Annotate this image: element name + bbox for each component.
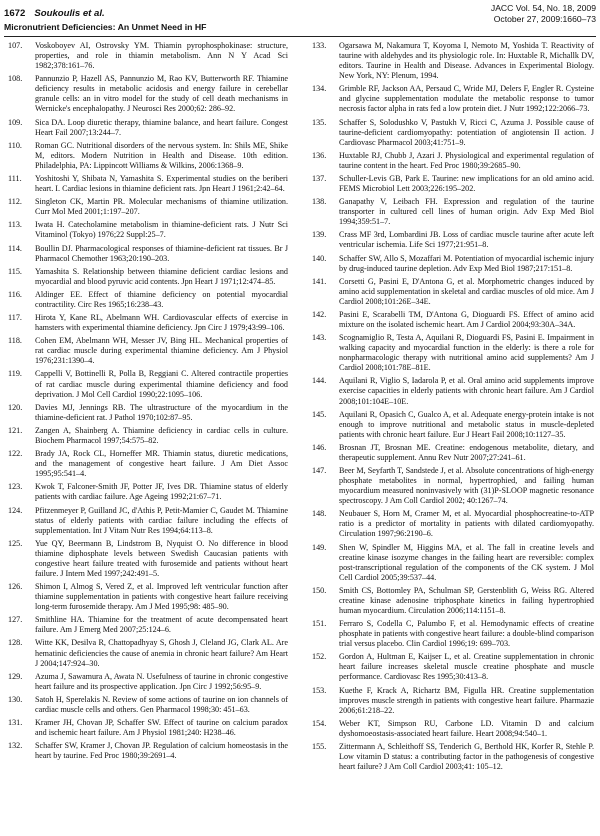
reference-number: 141.	[312, 276, 327, 286]
reference-entry	[8, 313, 288, 333]
reference-text: Neubauer S, Horn M, Cramer M, et al. Myocardial phosphocreatine-to-ATP ratio is a predictor of mortality in patients with dilated cardiomyopathy. Circulation 1997;96:2190–6.	[339, 509, 594, 539]
reference-number: 135.	[312, 117, 327, 127]
reference-entry	[8, 741, 288, 761]
reference-number: 107.	[8, 41, 23, 50]
reference-number: 121.	[8, 425, 23, 435]
reference-entry	[8, 74, 288, 114]
reference-number: 142.	[312, 309, 327, 319]
header-left	[4, 3, 206, 32]
reference-text: Yoshitoshi Y, Shibata N, Yamashita S. Experimental studies on the beriberi heart. I. Cardiac lesions in thiamine deficient rats. Jpn Heart J 1961;2:42–64.	[35, 173, 288, 193]
reference-number: 127.	[8, 615, 23, 625]
reference-number: 137.	[312, 173, 327, 183]
reference-number: 133.	[312, 41, 327, 50]
reference-text: Cohen EM, Abelmann WH, Messer JV, Bing HL. Mechanical properties of rat cardiac muscle during experimental thiamine deficiency. Am J Physiol 1976;231:1390–4.	[35, 336, 288, 366]
reference-text: Zittermann A, Schleithoff SS, Tenderich G, Berthold HK, Korfer R, Stehle P. Low vitamin D status: a contributing factor in the pathogenesis of congestive heart failure? J Am Coll Cardiol 2003;41: 105–12.	[339, 742, 594, 772]
reference-text: Gordon A, Hultman E, Kaijser L, et al. Creatine supplementation in chronic heart failure increases skeletal muscle creatine phosphate and muscle performance. Cardiovasc Res 1995;30:413–8.	[339, 652, 594, 682]
reference-entry	[312, 333, 594, 373]
reference-text: Cappelli V, Bottinelli R, Polla B, Reggiani C. Altered contractile properties of rat cardiac muscle during experimental thiamine deficiency and food deprivation. J Mol Cell Cardiol 1990;22:1095–106.	[35, 369, 288, 399]
reference-text: Crass MF 3rd, Lombardini JB. Loss of cardiac muscle taurine after acute left ventricular ischemia. Life Sci 1977;21:951–8.	[339, 230, 594, 250]
reference-number: 136.	[312, 150, 327, 160]
reference-entry	[8, 506, 288, 536]
reference-entry	[312, 742, 594, 772]
running-title: Micronutrient Deficiencies: An Unmet Need in HF	[4, 22, 207, 32]
reference-column-right	[312, 41, 594, 775]
reference-number: 125.	[8, 538, 23, 548]
running-authors: Soukoulis et al.	[34, 8, 105, 19]
reference-entry	[8, 244, 288, 264]
reference-text: Iwata H. Catecholamine metabolism in thiamine-deficient rats. J Nutr Sci Vitaminol (Tokyo) 1976;22 Suppl:25–7.	[35, 220, 288, 240]
reference-entry	[312, 151, 594, 171]
reference-text: Sica DA. Loop diuretic therapy, thiamine balance, and heart failure. Congest Heart Fail 2007;13:244–7.	[35, 117, 288, 137]
reference-text: Pasini E, Scarabelli TM, D'Antona G, Dioguardi FS. Effect of amino acid mixture on the isolated ischemic heart. Am J Cardiol 2004;93:30A–34A.	[339, 309, 594, 330]
reference-text: Brosnan JT, Brosnan ME. Creatine: endogenous metabolite, dietary, and therapeutic supplement. Annu Rev Nutr 2007;27:241–61.	[339, 442, 594, 462]
reference-text: Ganapathy V, Leibach FH. Expression and regulation of the taurine transporter in cultured cell lines of human origin. Adv Exp Med Biol 1994;359:51–7.	[339, 197, 594, 227]
reference-text: Zangen A, Shainberg A. Thiamine deficiency in cardiac cells in culture. Biochem Pharmacol 1997;54:575–82.	[35, 425, 288, 445]
reference-entry	[312, 84, 594, 114]
reference-entry	[312, 686, 594, 716]
reference-entry	[312, 118, 594, 148]
reference-number: 119.	[8, 369, 22, 379]
reference-number: 130.	[8, 694, 23, 704]
reference-entry	[312, 174, 594, 194]
reference-text: Voskoboyev AI, Ostrovsky YM. Thiamin pyrophosphokinase: structure, properties, and role in thiamin metabolism. Ann N Y Acad Sci 1982;378:161–76.	[35, 41, 288, 71]
reference-entry	[8, 290, 288, 310]
reference-number: 144.	[312, 376, 327, 386]
reference-number: 154.	[312, 718, 327, 728]
reference-number: 143.	[312, 333, 327, 343]
reference-entry	[8, 426, 288, 446]
reference-entry	[312, 230, 594, 250]
reference-text: Schaffer S, Solodushko V, Pastukh V, Ricci C, Azuma J. Possible cause of taurine-deficient cardiomyopathy: potentiation of angiotensin II action. J Cardiovasc Pharmacol 2003;41:751–9.	[339, 117, 594, 147]
reference-text: Pannunzio P, Hazell AS, Pannunzio M, Rao KV, Butterworth RF. Thiamine deficiency results in metabolic acidosis and energy failure in cerebellar granule cells: an in vitro model for the study of cell death mechanisms in Wernicke's encephalopathy. J Neurosci Res 2000;62: 286–92.	[35, 74, 288, 114]
page-header	[4, 3, 596, 37]
reference-entry	[8, 41, 288, 71]
reference-number: 128.	[8, 638, 23, 648]
reference-text: Aldinger EE. Effect of thiamine deficiency on potential myocardial contractility. Circ Res 1965;16:238–43.	[35, 289, 288, 309]
reference-entry	[8, 336, 288, 366]
reference-number: 131.	[8, 718, 23, 728]
reference-entry	[312, 509, 594, 539]
reference-entry	[312, 719, 594, 739]
reference-entry	[312, 652, 594, 682]
reference-number: 149.	[312, 542, 327, 552]
reference-text: Kwok T, Falconer-Smith JF, Potter JF, Ives DR. Thiamine status of elderly patients with cardiac failure. Age Ageing 1992;21:67–71.	[35, 482, 288, 502]
reference-entry	[8, 197, 288, 217]
reference-entry	[312, 586, 594, 616]
reference-text: Schaffer SW, Kramer J, Chovan JP. Regulation of calcium homeostasis in the heart by taurine. Fed Proc 1980;39:2691–4.	[35, 741, 288, 761]
reference-entry	[8, 220, 288, 240]
reference-number: 145.	[312, 409, 327, 419]
issue-date-pages: October 27, 2009:1660–73	[493, 13, 596, 24]
reference-text: Weber KT, Simpson RU, Carbone LD. Vitamin D and calcium dyshomoeostasis-associated heart failure. Heart 2008;94:540–1.	[339, 718, 594, 738]
reference-text: Yue QY, Beermann B, Lindstrom B, Nyquist O. No difference in blood thiamine diphosphate levels between Swedish Caucasian patients with congestive heart failure treated with furosemide and patients without heart failure. J Intern Med 1997;242:491–5.	[35, 538, 288, 578]
reference-number: 108.	[8, 74, 23, 84]
reference-text: Corsetti G, Pasini E, D'Antona G, et al. Morphometric changes induced by amino acid supplementation in skeletal and cardiac muscles of old mice. Am J Cardiol 2008;101:26E–34E.	[339, 276, 594, 306]
reference-text: Witte KK, Desilva R, Chattopadhyay S, Ghosh J, Cleland JG, Clark AL. Are hematinic deficiencies the cause of anemia in chronic heart failure? Am Heart J 2004;147:924–30.	[35, 638, 288, 668]
reference-entry	[312, 41, 594, 81]
reference-number: 120.	[8, 402, 23, 412]
reference-text: Grimble RF, Jackson AA, Persaud C, Wride MJ, Delers F, Engler R. Cysteine and glycine supplementation modulate the metabolic response to tumor necrosis factor alpha in rats fed a low protein diet. J Nutr 1992;122:2066–73.	[339, 84, 594, 114]
reference-entry	[312, 410, 594, 440]
reference-number: 122.	[8, 449, 23, 459]
reference-entry	[312, 277, 594, 307]
header-rule	[4, 36, 596, 37]
reference-text: Hirota Y, Kane RL, Abelmann WH. Cardiovascular effects of exercise in hamsters with experimental thiamine deficiency. Jpn Circ J 1979;43:99–106.	[35, 313, 288, 333]
reference-number: 114.	[8, 243, 22, 253]
reference-entry	[8, 369, 288, 399]
reference-text: Davies MJ, Jennings RB. The ultrastructure of the myocardium in the thiamine-deficient rat. J Pathol 1970;102:87–95.	[35, 402, 288, 422]
reference-number: 151.	[312, 619, 327, 629]
reference-text: Huxtable RJ, Chubb J, Azari J. Physiological and experimental regulation of taurine content in the heart. Fed Proc 1980;39:2685–90.	[339, 150, 594, 170]
reference-number: 115.	[8, 266, 22, 276]
reference-number: 117.	[8, 313, 22, 323]
reference-entry	[8, 615, 288, 635]
reference-number: 134.	[312, 84, 327, 94]
reference-entry	[8, 482, 288, 502]
reference-number: 129.	[8, 671, 23, 681]
reference-number: 124.	[8, 505, 23, 515]
reference-text: Schaffer SW, Allo S, Mozaffari M. Potentiation of myocardial ischemic injury by drug-induced taurine depletion. Adv Exp Med Biol 1987;217:151–8.	[339, 253, 594, 273]
reference-number: 152.	[312, 652, 327, 662]
reference-entry	[8, 449, 288, 479]
reference-entry	[312, 197, 594, 227]
reference-text: Kuethe F, Krack A, Richartz BM, Figulla HR. Creatine supplementation improves muscle strength in patients with congestive heart failure. Pharmazie 2006;61:218–22.	[339, 685, 594, 715]
reference-entry	[312, 254, 594, 274]
reference-text: Ferraro S, Codella C, Palumbo F, et al. Hemodynamic effects of creatine phosphate in patients with congestive heart failure: a double-blind comparison trial versus placebo. Clin Cardiol 1996;19: 699–703.	[339, 619, 594, 649]
reference-number: 111.	[8, 173, 22, 183]
reference-entry	[8, 174, 288, 194]
reference-number: 139.	[312, 230, 327, 240]
reference-text: Singleton CK, Martin PR. Molecular mechanisms of thiamine utilization. Curr Mol Med 2001;1:197–207.	[35, 197, 288, 217]
reference-text: Aquilani R, Viglio S, Iadarola P, et al. Oral amino acid supplements improve exercise capacities in elderly patients with chronic heart failure. Am J Cardiol 2008;101:104E–10E.	[339, 376, 594, 406]
journal-citation: JACC Vol. 54, No. 18, 2009	[490, 3, 596, 13]
reference-text: Ogarsawa M, Nakamura T, Koyoma I, Nemoto M, Yoshida T. Reactivity of taurine with aldehydes and its physiologic role. In: Huxtable R, Michallk DV, editors. Taurine in Health and Disease. Advances in Experimental Biology. New York, NY: Plenum, 1994.	[339, 41, 594, 81]
reference-number: 123.	[8, 482, 23, 492]
reference-entry	[8, 582, 288, 612]
header-right	[491, 3, 596, 24]
reference-entry	[8, 267, 288, 287]
reference-text: Kramer JH, Chovan JP, Schaffer SW. Effect of taurine on calcium paradox and ischemic heart failure. Am J Physiol 1981;240: H238–46.	[35, 718, 288, 738]
reference-number: 140.	[312, 253, 327, 263]
reference-number: 110.	[8, 140, 22, 150]
reference-number: 150.	[312, 585, 327, 595]
reference-number: 138.	[312, 197, 327, 207]
reference-text: Azuma J, Sawamura A, Awata N. Usefulness of taurine in chronic congestive heart failure and its prospective application. Jpn Circ J 1992;56:95–9.	[35, 671, 288, 691]
reference-number: 155.	[312, 742, 327, 752]
reference-number: 126.	[8, 582, 23, 592]
reference-number: 146.	[312, 442, 327, 452]
reference-text: Smith CS, Bottomley PA, Schulman SP, Gerstenblith G, Weiss RG. Altered creatine kinase adenosine triphosphate kinetics in failing hypertrophied human myocardium. Circulation 2006;114:1151–8.	[339, 585, 594, 615]
reference-entry	[312, 376, 594, 406]
reference-number: 116.	[8, 289, 22, 299]
reference-text: Boullin DJ. Pharmacological responses of thiamine-deficient rat tissues. Br J Pharmacol Chemother 1963;20:190–203.	[35, 243, 288, 263]
reference-text: Smithline HA. Thiamine for the treatment of acute decompensated heart failure. Am J Emerg Med 2007;25:124–6.	[35, 615, 288, 635]
reference-entry	[8, 118, 288, 138]
reference-number: 113.	[8, 220, 22, 230]
reference-entry	[8, 539, 288, 579]
reference-text: Satoh H, Sperelakis N. Review of some actions of taurine on ion channels of cardiac muscle cells and others. Gen Pharmacol 1998;30: 451–63.	[35, 694, 288, 714]
reference-text: Shimon I, Almog S, Vered Z, et al. Improved left ventricular function after thiamine supplementation in patients with congestive heart failure receiving long-term furosemide therapy. Am J Med 1995;98: 485–90.	[35, 582, 288, 612]
reference-entry	[8, 403, 288, 423]
reference-text: Yamashita S. Relationship between thiamine deficient cardiac lesions and myocardial and blood pyruvic acid contents. Jpn Heart J 1971;12:474–85.	[35, 266, 288, 286]
reference-text: Beer M, Seyfarth T, Sandstede J, et al. Absolute concentrations of high-energy phosphate metabolites in normal, hypertrophied, and failing human myocardium measured noninvasively with (31)P-SLOOP magnetic resonance spectroscopy. J Am Coll Cardiol 2002; 40:1267–74.	[339, 466, 594, 506]
reference-entry	[8, 638, 288, 668]
reference-number: 153.	[312, 685, 327, 695]
reference-text: Scognamiglio R, Testa A, Aquilani R, Dioguardi FS, Pasini E. Impairment in walking capacity and myocardial function in the elderly: is there a role for nonpharmacologic therapy with nutritional amino acid supplements? Am J Cardiol 2008;101:78E–81E.	[339, 333, 594, 373]
reference-number: 109.	[8, 117, 23, 127]
reference-entry	[8, 695, 288, 715]
reference-text: Shen W, Spindler M, Higgins MA, et al. The fall in creatine levels and creatine kinase isozyme changes in the failing heart are reversible: complex post-transcriptional regulation of the components of the CK system. J Mol Cell Cardiol 2005;39:537–44.	[339, 542, 594, 582]
reference-entry	[8, 141, 288, 171]
reference-text: Schuller-Levis GB, Park E. Taurine: new implications for an old amino acid. FEMS Microbiol Lett 2003;226:195–202.	[339, 173, 594, 193]
reference-text: Roman GC. Nutritional disorders of the nervous system. In: Shils ME, Shike M, editors. Modern Nutrition in Health and Disease. 10th edition. Philadelphia, PA: Lippincott Williams & Wilkins, 2006:1368–9.	[35, 140, 288, 170]
reference-entry	[312, 466, 594, 506]
reference-entry	[312, 543, 594, 583]
reference-entry	[312, 443, 594, 463]
reference-number: 132.	[8, 741, 23, 751]
reference-number: 118.	[8, 336, 22, 346]
reference-entry	[312, 310, 594, 330]
reference-number: 112.	[8, 197, 22, 207]
reference-text: Brady JA, Rock CL, Horneffer MR. Thiamin status, diuretic medications, and the management of congestive heart failure. J Am Diet Assoc 1995;95:541–4.	[35, 449, 288, 479]
reference-text: Pfitzenmeyer P, Guilland JC, d'Athis P, Petit-Mamier C, Gaudet M. Thiamine status of elderly patients with cardiac failure including the effects of supplementation. Int J Vitam Nutr Res 1994;64:113–8.	[35, 505, 288, 535]
reference-entry	[8, 672, 288, 692]
reference-text: Aquilani R, Opasich C, Gualco A, et al. Adequate energy-protein intake is not enough to improve nutritional and metabolic status in muscle-depleted patients with chronic heart failure. Eur J Heart Fail 2008;10:1127–35.	[339, 409, 594, 439]
reference-number: 148.	[312, 509, 327, 519]
reference-number: 147.	[312, 466, 327, 476]
reference-entry	[8, 718, 288, 738]
reference-entry	[312, 619, 594, 649]
reference-column-left	[8, 41, 288, 764]
page-number: 1672	[4, 8, 26, 19]
